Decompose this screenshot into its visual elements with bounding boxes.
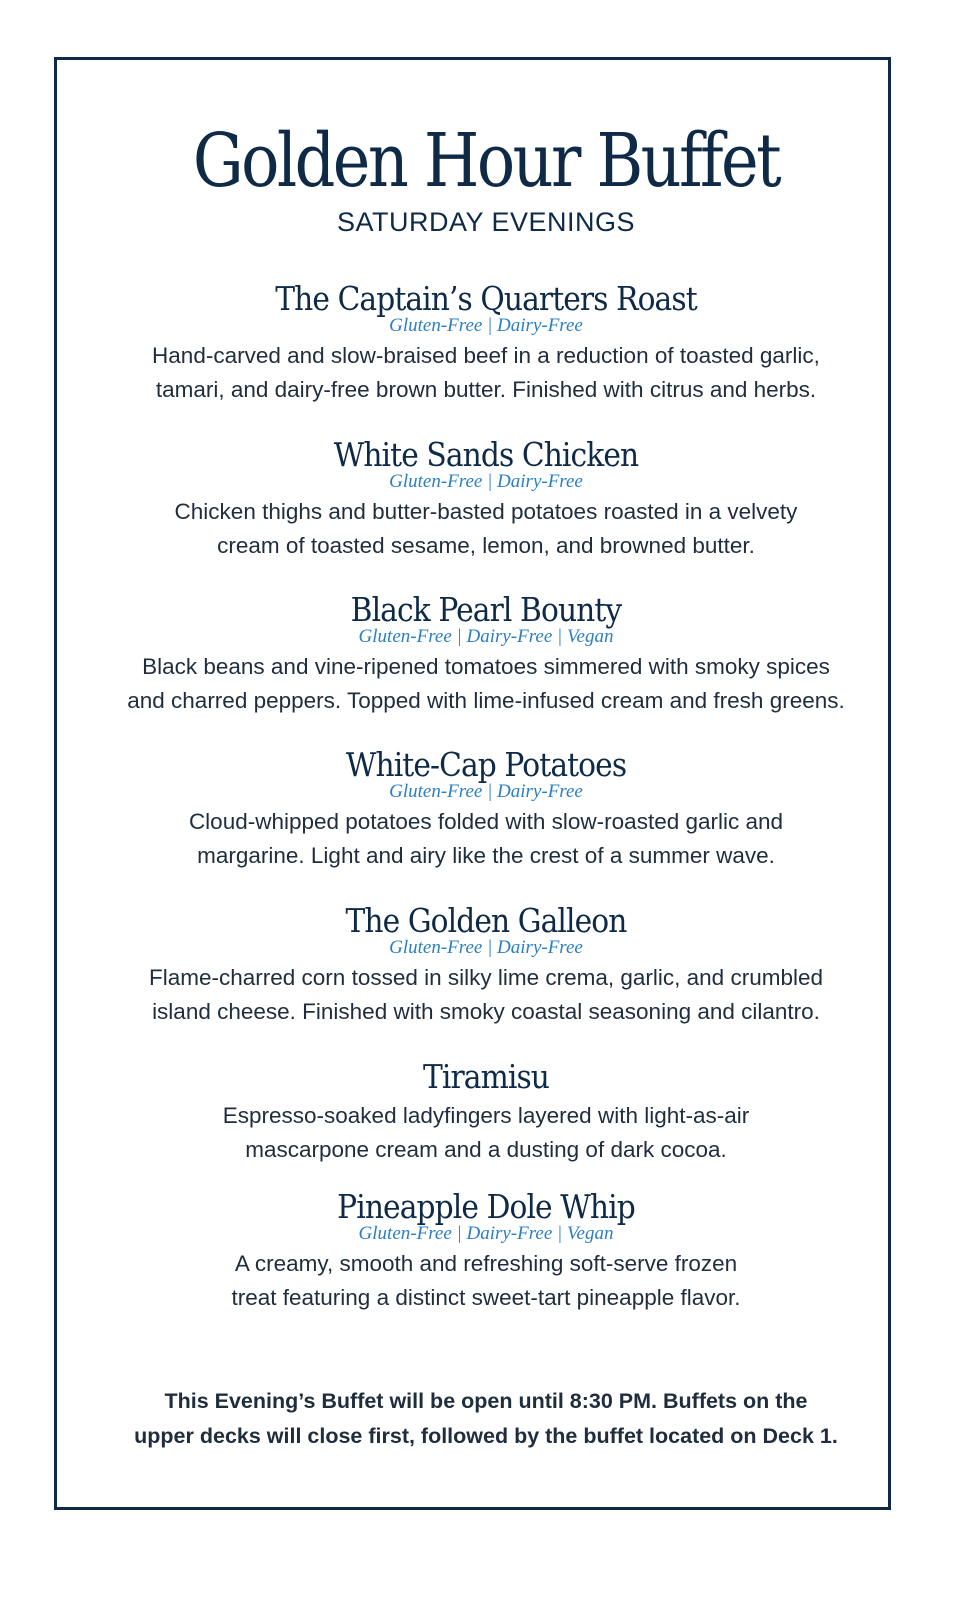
notice-line: This Evening’s Buffet will be open until 8:30 PM. Buffets on the xyxy=(164,1389,808,1413)
item-description-line: island cheese. Finished with smoky coastal seasoning and cilantro. xyxy=(152,999,820,1024)
item-description-line: Black beans and vine-ripened tomatoes simmered with smoky spices xyxy=(142,654,830,679)
item-description-line: A creamy, smooth and refreshing soft-serve frozen xyxy=(234,1251,738,1276)
item-name: Pineapple Dole Whip xyxy=(337,1187,635,1226)
item-name: White-Cap Potatoes xyxy=(345,745,627,784)
item-description-line: Espresso-soaked ladyfingers layered with light-as-air xyxy=(222,1103,750,1128)
item-description-line: and charred peppers. Topped with lime-infused cream and fresh greens. xyxy=(127,688,845,713)
item-name: The Captain’s Quarters Roast xyxy=(275,279,697,318)
menu-item-white-cap-potatoes xyxy=(0,745,972,873)
notice-line: upper decks will close first, followed by the buffet located on Deck 1. xyxy=(134,1424,838,1448)
menu-title: Golden Hour Buffet xyxy=(192,118,780,204)
item-description xyxy=(0,1099,972,1167)
item-description xyxy=(0,650,972,718)
item-name: Black Pearl Bounty xyxy=(350,590,622,629)
item-dietary-tags: Gluten-Free | Dairy-Free xyxy=(389,315,583,336)
item-description xyxy=(0,961,972,1029)
buffet-hours-notice xyxy=(0,1384,972,1454)
item-dietary-tags: Gluten-Free | Dairy-Free xyxy=(389,471,583,492)
item-description-line: Flame-charred corn tossed in silky lime crema, garlic, and crumbled xyxy=(149,965,823,990)
item-description-line: tamari, and dairy-free brown butter. Finished with citrus and herbs. xyxy=(155,377,817,402)
item-description-line: cream of toasted sesame, lemon, and browned butter. xyxy=(217,533,755,558)
item-description-line: Cloud-whipped potatoes folded with slow-roasted garlic and xyxy=(188,809,784,834)
menu-item-black-pearl-bounty xyxy=(0,590,972,718)
item-dietary-tags: Gluten-Free | Dairy-Free | Vegan xyxy=(358,1223,614,1244)
item-description-line: margarine. Light and airy like the crest of a summer wave. xyxy=(197,843,775,868)
item-name: White Sands Chicken xyxy=(333,435,639,474)
menu-item-white-sands-chicken xyxy=(0,435,972,563)
item-name: The Golden Galleon xyxy=(345,901,627,940)
menu-item-pineapple-dole-whip xyxy=(0,1187,972,1315)
item-description-line: Chicken thighs and butter-basted potatoes roasted in a velvety xyxy=(174,499,798,524)
menu-subtitle: SATURDAY EVENINGS xyxy=(336,207,636,237)
item-description xyxy=(0,339,972,407)
item-description-line: Hand-carved and slow-braised beef in a reduction of toasted garlic, xyxy=(152,343,820,368)
menu-item-tiramisu xyxy=(0,1057,972,1167)
item-description xyxy=(0,495,972,563)
item-description xyxy=(0,805,972,873)
item-dietary-tags: Gluten-Free | Dairy-Free xyxy=(389,937,583,958)
item-dietary-tags: Gluten-Free | Dairy-Free xyxy=(389,781,583,802)
menu-item-captains-quarters-roast xyxy=(0,279,972,407)
item-description xyxy=(0,1247,972,1315)
item-name: Tiramisu xyxy=(422,1057,550,1096)
menu-item-golden-galleon xyxy=(0,901,972,1029)
item-dietary-tags: Gluten-Free | Dairy-Free | Vegan xyxy=(358,626,614,647)
item-description-line: mascarpone cream and a dusting of dark cocoa. xyxy=(245,1137,727,1162)
item-description-line: treat featuring a distinct sweet-tart pineapple flavor. xyxy=(231,1285,741,1310)
